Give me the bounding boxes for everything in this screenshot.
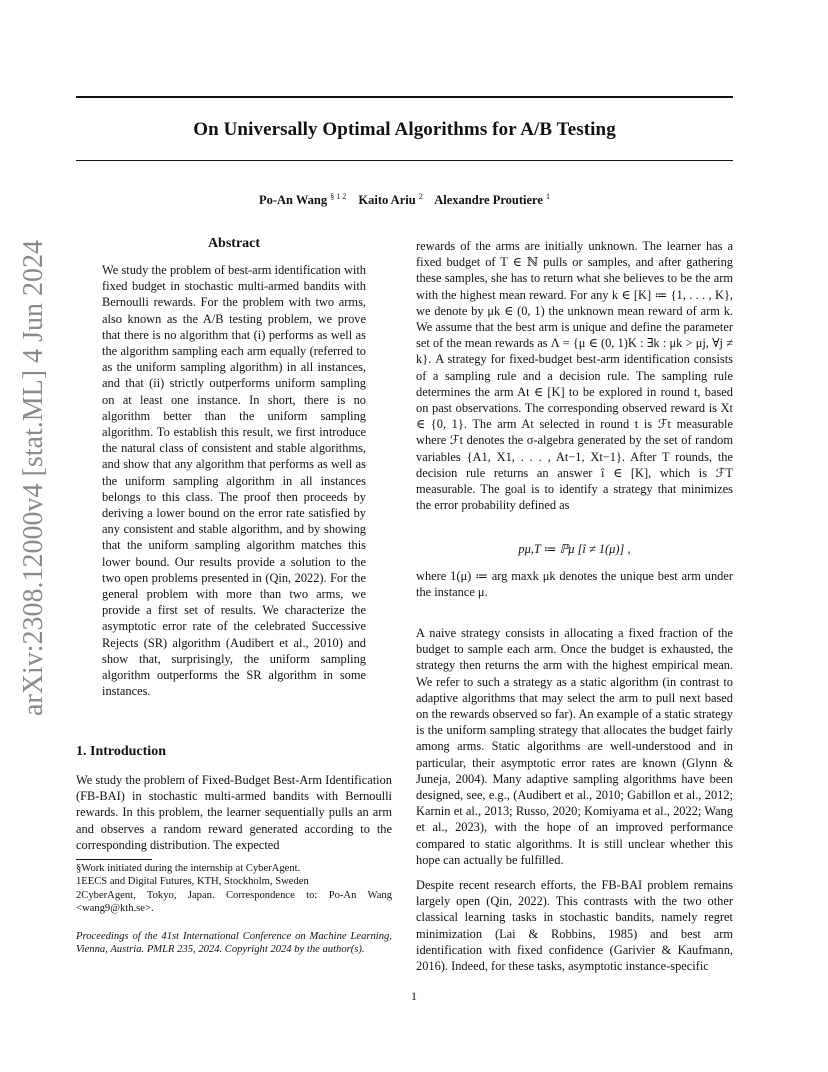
author-affiliation: § 1 2 [330,192,347,201]
footnote-affiliation-2: 2CyberAgent, Tokyo, Japan. Correspondence to: Po-An Wang <wang9@kth.se>. [76,889,392,915]
introduction-body [76,772,392,853]
proceedings-note [76,930,392,957]
author-name: Alexandre Proutiere [434,193,543,208]
footnote-affiliation-1: 1EECS and Digital Futures, KTH, Stockholm, Sweden [76,876,309,888]
footnote-divider [76,859,152,860]
right-column-paragraph-3 [416,625,733,868]
abstract-body [102,262,366,699]
section-heading-introduction: 1. Introduction [76,744,166,759]
introduction-text: We study the problem of Fixed-Budget Best-Arm Identification (FB-BAI) in stochastic multi-armed bandits with Bernoulli rewards. In this problem, the learner sequentially pulls an arm and observes a random reward generated according to the corresponding distribution. The expected [76,773,392,852]
author-affiliation: 1 [546,192,551,201]
author-name: Kaito Ariu [358,193,416,208]
author-affiliation: 2 [418,192,423,201]
footnotes [76,862,392,916]
abstract-text: We study the problem of best-arm identification with fixed budget in stochastic multi-armed bandits with Bernoulli rewards. For the problem with two arms, also known as the A/B testing problem, we prove that there is no algorithm that (i) performs as well as the algorithm sampling each arm equally (referred to as the uniform sampling algorithm) in all instances, and that (ii) strictly outperforms uniform sampling on at least one instance. In short, there is no algorithm better than the uniform sampling algorithm. To establish this result, we first introduce the natural class of consistent and stable algorithms, and show that any algorithm that performs as well as the uniform sampling algorithm in all instances belongs to this class. The proof then proceeds by deriving a lower bound on the error rate satisfied by any consistent and stable algorithm, and by showing that the uniform sampling algorithm matches this lower bound. Our results provide a solution to the two open problems presented in (Qin, 2022). For the general problem with more than two arms, we provide a first set of results. We characterize the asymptotic error rate of the celebrated Successive Rejects (SR) algorithm (Audibert et al., 2010) and show that, surprisingly, the uniform sampling algorithm outperforms the SR algorithm in some instances. [102,263,366,699]
paragraph-text: Despite recent research efforts, the FB-BAI problem remains largely open (Qin, 2022). This contrasts with the two other classical learning tasks in stochastic bandits, namely regret minimization (Lai & Robbins, 1985) and best arm identification with fixed confidence (Garivier & Kaufmann, 2016). Indeed, for these tasks, asymptotic instance-specific [416,878,733,974]
paragraph-text: A naive strategy consists in allocating a fixed fraction of the budget to sample each arm. Once the budget is exhausted, the strategy then returns the arm with the highest empirical mean. We refer to such a strategy as a static algorithm (in contrast to adaptive algorithms that may select the arm to pull next based on the rewards observed so far). An example of a static strategy is the uniform sampling strategy that allocates the budget fairly among arms. Static algorithms are well-understood and in particular, their asymptotic error rates are known (Glynn & Juneja, 2004). Many adaptive sampling algorithms have been designed, see, e.g., (Audibert et al., 2010; Gabillon et al., 2012; Karnin et al., 2013; Russo, 2020; Komiyama et al., 2022; Wang et al., 2023), with the hope of an improved performance compared to static algorithms. It is still unclear whether this hope can actually be fulfilled. [416,626,733,867]
right-column-paragraph-2 [416,568,733,600]
proceedings-text: Proceedings of the 41st International Conference on Machine Learning, Vienna, Austria. PMLR 235, 2024. Copyright 2024 by the author(s). [76,931,392,956]
page-number: 1 [411,989,417,1003]
paper-title: On Universally Optimal Algorithms for A/B Testing [193,119,616,140]
right-column-paragraph-4 [416,877,733,974]
footnote-internship: §Work initiated during the internship at CyberAgent. [76,863,301,874]
author-list [76,192,733,208]
arxiv-identifier: arXiv:2308.12000v4 [stat.ML] 4 Jun 2024 [18,240,49,716]
title-rule-bottom [76,160,733,161]
abstract-heading: Abstract [207,236,261,251]
paragraph-text: where 1(μ) ≔ arg maxk μk denotes the unique best arm under the instance μ. [416,569,733,600]
right-column-paragraph-1 [416,238,733,513]
title-rule-top [76,96,733,98]
error-probability-equation: pμ,T ≔ ℙμ [î ≠ 1(μ)] , [518,542,631,556]
paragraph-text: rewards of the arms are initially unknown. The learner has a fixed budget of T ∈ ℕ pulls or samples, and after gathering these samples, she has to return what she believes to be the arm with the highest mean reward. For any k ∈ [K] ≔ {1, . . . , K}, we denote by μk ∈ (0, 1) the unknown mean reward of arm k. We assume that the best arm is unique and define the parameter set of the mean rewards as Λ = {μ ∈ (0, 1)K : ∃k : μk > μj, ∀j ≠ k}. A strategy for fixed-budget best-arm identification consists of a sampling rule and a decision rule. The sampling rule determines the arm At ∈ [K] to be explored in round t, based on past observations. The corresponding observed reward is Xt ∈ {0, 1}. The arm At selected in round t is ℱt measurable where ℱt denotes the σ-algebra generated by the set of random variables {A1, X1, . . . , At−1, Xt−1}. After T rounds, the decision rule returns an answer î ∈ [K], which is ℱT measurable. The goal is to identify a strategy that minimizes the error probability defined as [416,239,733,513]
author-name: Po-An Wang [258,193,328,208]
